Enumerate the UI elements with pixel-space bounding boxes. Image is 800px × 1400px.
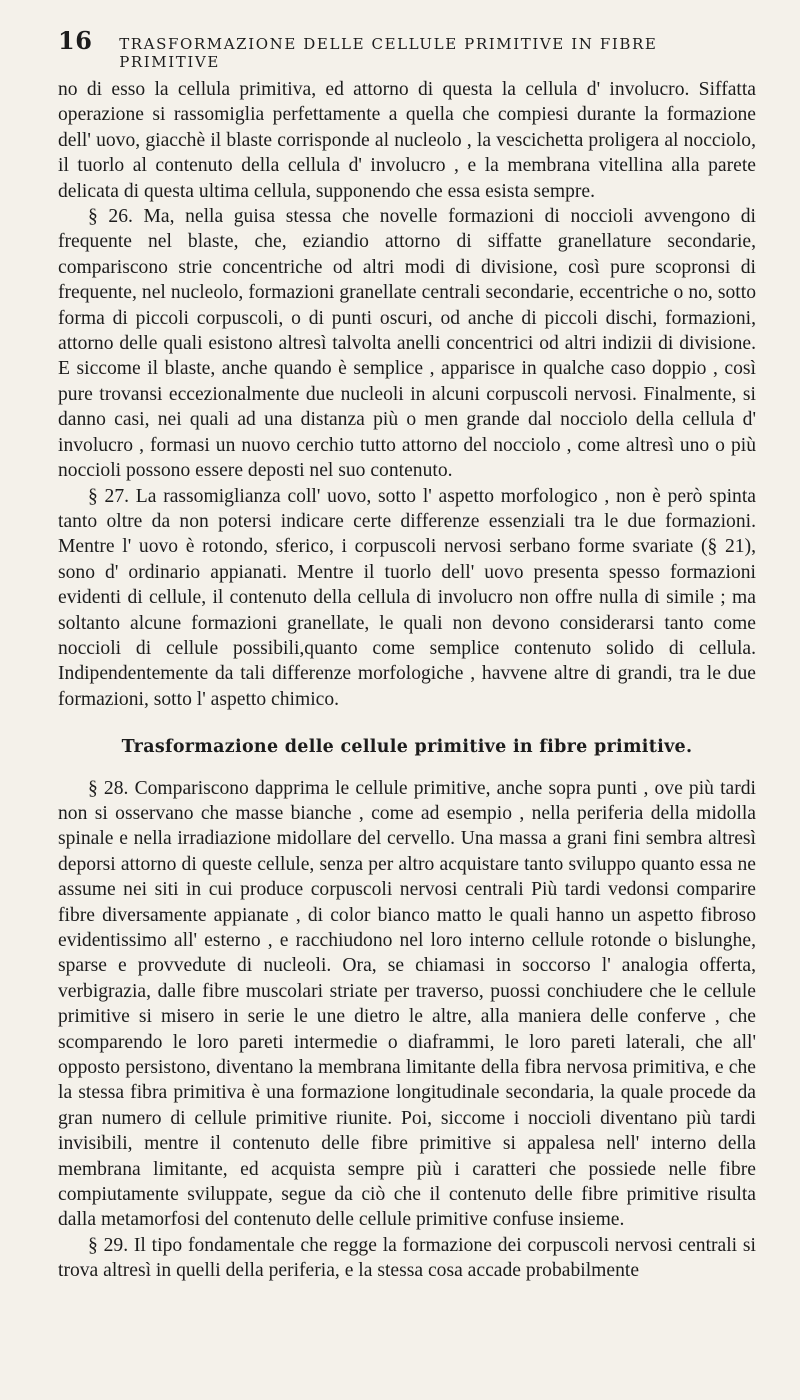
- paragraph-section-29: § 29. Il tipo fondamentale che regge la formazione dei corpuscoli nervosi centrali si trova altresì in quelli della periferia, e la stessa cosa accade probabilmente: [58, 1234, 756, 1282]
- paragraph-section-26: § 26. Ma, nella guisa stessa che novelle formazioni di noccioli avvengono di frequente nel blaste, che, eziandio attorno di siffatte granellature secondarie, compariscono strie concentriche od altri modi di divisione, così pure scopronsi di frequente, nel nucleolo, formazioni granellate centrali secondarie, eccentriche o no, sotto forma di piccoli corpuscoli, o di punti oscuri, od anche di piccoli dischi, formazioni, attorno delle quali esistono altresì talvolta anelli concentrici od altri indizii di divisione. E siccome il blaste, anche quando è semplice , apparisce in qualche caso doppio , così pure trovansi eccezionalmente due nucleoli in alcuni corpuscoli nervosi. Finalmente, si danno casi, nei quali ad una distanza più o men grande dal nocciolo della cellula d' involucro , formasi un nuovo cerchio tutto attorno del nocciolo , come altresì uno o più noccioli possono essere deposti nel suo contenuto.: [58, 206, 756, 482]
- page-number: 16: [58, 26, 93, 55]
- paragraph-section-27: § 27. La rassomiglianza coll' uovo, sotto l' aspetto morfologico , non è però spinta tanto oltre da non potersi indicare certe differenze essenziali tra le due formazioni. Mentre l' uovo è rotondo, sferico, i corpuscoli nervosi serbano forme svariate (§ 21), sono d' ordinario appianati. Mentre il tuorlo dell' uovo presenta spesso formazioni evidenti di cellule, il contenuto della cellula di involucro non offre nulla di simile ; ma soltanto alcune formazioni granellate, le quali non devono considerarsi tanto come noccioli di cellule possibili,quanto come semplice contenuto solido di cellula. Indipendentemente da tali differenze morfologiche , havvene altre di grandi, tra le due formazioni, sotto l' aspetto chimico.: [58, 485, 756, 710]
- section-heading: Trasformazione delle cellule primitive in fibre primitive.: [121, 737, 693, 758]
- running-head: TRASFORMAZIONE DELLE CELLULE PRIMITIVE IN FIBRE PRIMITIVE: [119, 35, 658, 71]
- page-header: [58, 26, 756, 71]
- paragraph-section-28: § 28. Compariscono dapprima le cellule primitive, anche sopra punti , ove più tardi non si osservano che masse bianche , come ad esempio , nella periferia della midolla spinale e nella irradiazione midollare del cervello. Una massa a grani fini sembra altresì deporsi attorno di queste cellule, senza per altro acquistare tanto sviluppo quanto essa ne assume nei siti in cui produce corpuscoli nervosi centrali Più tardi vedonsi comparire fibre diversamente appianate , di color bianco matto le quali hanno un aspetto fibroso evidentissimo all' esterno , e racchiudono nel loro interno cellule rotonde o bislunghe, sparse e provvedute di nucleoli. Ora, se chiamasi in soccorso l' analogia offerta, verbigrazia, dalle fibre muscolari striate per traverso, puossi conchiudere che le cellule primitive si misero in serie le une dietro le altre, alla maniera delle conferve , che scomparendo le loro pareti intermedie o diaframmi, le loro pareti laterali, che all' opposto persistono, diventano la membrana limitante della fibra nervosa primitiva, e che la stessa fibra primitiva è una formazione longitudinale secondaria, la quale procede da gran numero di cellule primitive riunite. Poi, siccome i noccioli diventano più tardi invisibili, mentre il contenuto delle fibre primitive si appalesa nell' interno della membrana limitante, ed acquista sempre più i caratteri che possiede nelle fibre compiutamente sviluppate, segue da ciò che il contenuto delle fibre primitive risulta dalla metamorfosi del contenuto delle cellule primitive confuse insieme.: [58, 777, 756, 1231]
- paragraph-continued: no di esso la cellula primitiva, ed attorno di questa la cellula d' involucro. Siffatta operazione si rassomiglia perfettamente a quella che compiesi durante la formazione dell' uovo, giacchè il blaste corrisponde al nucleolo , la vescichetta proligera al nocciolo, il tuorlo al contenuto della cellula d' involucro , e la membrana vitellina alla parete delicata di questa ultima cellula, supponendo che essa esista sempre.: [58, 79, 756, 202]
- body-text: [58, 77, 756, 1284]
